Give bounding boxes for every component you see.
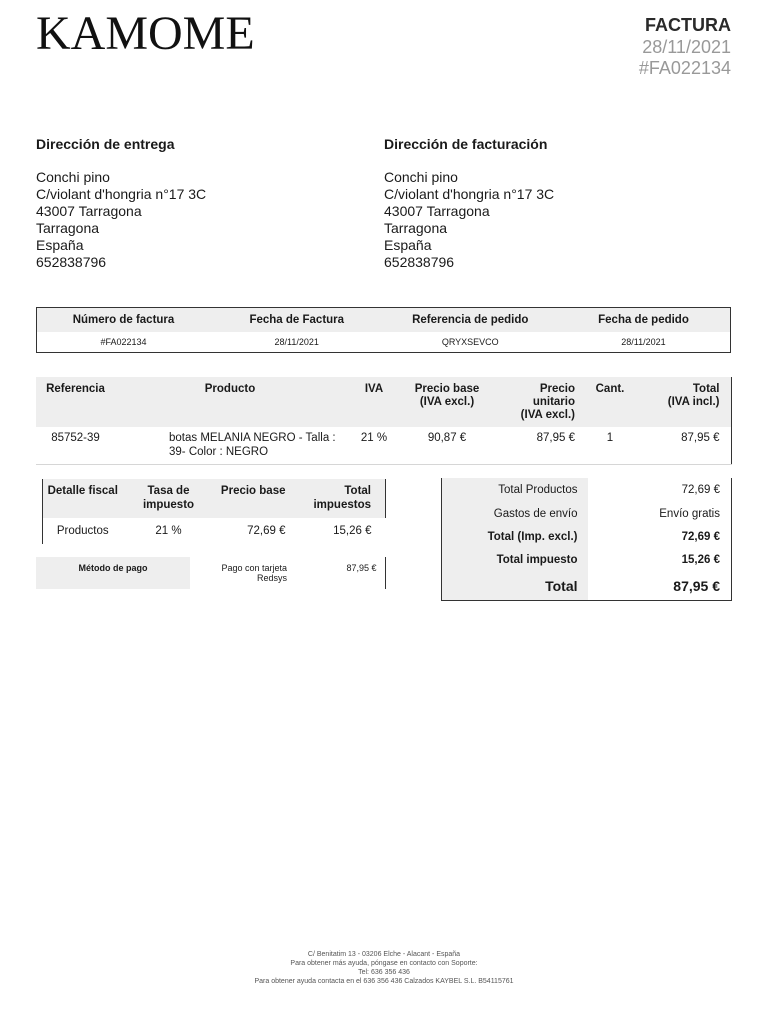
footer-line: Tel: 636 356 436 [358, 969, 410, 976]
tax-detail-label: Productos [56, 525, 109, 537]
product-unit-price: 87,95 € [491, 427, 586, 464]
product-base-price: 90,87 € [403, 427, 491, 464]
products-header-row [36, 377, 731, 427]
product-name: botas MELANIA NEGRO - Talla : 39- Color : NEGRO [115, 427, 345, 464]
address-line: España [36, 237, 84, 253]
totals-row [442, 548, 732, 572]
shipping-label: Gastos de envío [442, 502, 588, 525]
invoice-number-value: #FA022134 [100, 336, 147, 347]
grand-total-label: Total [442, 572, 588, 600]
total-header: Total (IVA incl.) [634, 377, 731, 427]
order-info-row [37, 332, 731, 353]
product-header: Producto [115, 377, 345, 427]
table-row [43, 518, 386, 544]
totals-table [441, 478, 732, 601]
tax-detail-base: 72,69 € [247, 525, 286, 537]
invoice-header [639, 15, 731, 80]
total-products-value: 72,69 € [681, 484, 720, 496]
address-line: 43007 Tarragona [384, 203, 490, 219]
footer-line: Para obtener ayuda contacta en el 636 356 436 Calzados KAYBEL S.L. B54115761 [254, 978, 514, 985]
payment-table [36, 557, 386, 589]
unit-price-header: Precio unitario (IVA excl.) [491, 377, 586, 427]
product-quantity: 1 [586, 427, 634, 464]
product-total: 87,95 € [634, 427, 731, 464]
invoice-date-value: 28/11/2021 [274, 336, 319, 347]
total-excl-tax-label: Total (Imp. excl.) [442, 525, 588, 548]
billing-address [384, 136, 714, 271]
order-reference-header: Referencia de pedido [384, 308, 558, 332]
address-line: Tarragona [384, 220, 448, 236]
invoice-number-header: Número de factura [37, 308, 211, 332]
totals-row [442, 572, 732, 600]
address-line: Conchi pino [384, 169, 458, 185]
product-reference: 85752-39 [36, 427, 115, 464]
invoice-date-header: Fecha de Factura [210, 308, 384, 332]
reference-header: Referencia [36, 377, 115, 427]
tax-detail-header: Detalle fiscal [43, 479, 123, 518]
address-line: España [384, 237, 432, 253]
order-date-header: Fecha de pedido [557, 308, 731, 332]
tax-detail-table [42, 479, 386, 544]
address-line: Conchi pino [36, 169, 110, 185]
total-excl-tax-value: 72,69 € [681, 530, 720, 543]
tax-rate-header: Tasa de impuesto [123, 479, 215, 518]
address-line: Tarragona [36, 220, 100, 236]
total-products-label: Total Productos [442, 478, 588, 502]
totals-row [442, 525, 732, 548]
tax-base-header: Precio base [215, 479, 297, 518]
total-tax-value: 15,26 € [681, 554, 720, 566]
delivery-address [36, 136, 366, 271]
grand-total-value: 87,95 € [673, 577, 720, 594]
address-line: 43007 Tarragona [36, 203, 142, 219]
document-title: FACTURA [645, 15, 731, 35]
total-tax-label: Total impuesto [442, 548, 588, 572]
address-line: 652838796 [36, 254, 107, 270]
footer-line: Para obtener más ayuda, póngase en contacto con Soporte: [290, 960, 478, 967]
base-price-header: Precio base (IVA excl.) [403, 377, 491, 427]
address-line: C/violant d'hongria n°17 3C [384, 186, 555, 202]
tax-detail-rate: 21 % [155, 525, 182, 537]
table-row [36, 427, 731, 464]
invoice-date: 28/11/2021 [642, 36, 731, 57]
order-reference-value: QRYXSEVCO [441, 336, 499, 347]
address-line: 652838796 [384, 254, 455, 270]
brand-logo: KAMOME [36, 7, 255, 60]
tax-detail-header-row [43, 479, 386, 518]
order-info-table [36, 307, 731, 353]
tax-detail-total: 15,26 € [333, 525, 372, 537]
address-line: C/violant d'hongria n°17 3C [36, 186, 207, 202]
totals-row [442, 478, 732, 502]
shipping-value: Envío gratis [659, 507, 720, 520]
total-tax-header: Total impuestos [297, 479, 386, 518]
tax-rate-header: IVA [345, 377, 403, 427]
product-tax-rate: 21 % [345, 427, 403, 464]
order-info-header-row [37, 308, 731, 332]
payment-amount: 87,95 € [297, 557, 385, 589]
payment-row [36, 557, 385, 589]
totals-row [442, 502, 732, 525]
products-table [36, 377, 732, 465]
payment-method-value: Pago con tarjeta Redsys [221, 563, 287, 583]
footer [0, 950, 768, 986]
delivery-address-heading: Dirección de entrega [36, 136, 175, 152]
quantity-header: Cant. [586, 377, 634, 427]
payment-method-label: Método de pago [36, 557, 190, 589]
footer-line: C/ Benitatim 13 - 03206 Elche - Alacant - España [307, 951, 461, 958]
order-date-value: 28/11/2021 [621, 336, 666, 347]
billing-address-heading: Dirección de facturación [384, 136, 548, 152]
invoice-number: #FA022134 [638, 58, 731, 78]
